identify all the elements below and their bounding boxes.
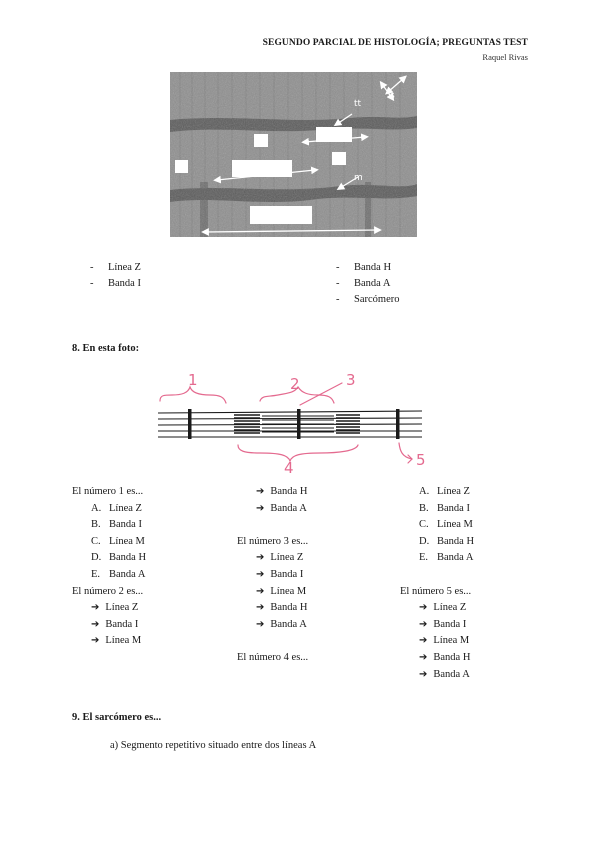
option-text: Banda H [433, 651, 471, 663]
option-text: Línea M [109, 535, 145, 547]
q7-option-label: Sarcómero [354, 294, 400, 305]
sketch-label-5: 5 [416, 451, 426, 469]
arrow-icon: ➔ [419, 602, 428, 614]
option-letter: D. [91, 552, 102, 564]
sarcomere-sketch [150, 365, 440, 475]
q8-prompt-4: El número 4 es... [237, 651, 309, 663]
answer-option[interactable] [256, 619, 308, 636]
answer-option[interactable] [419, 619, 474, 636]
answer-option[interactable] [256, 602, 308, 619]
q7-option [90, 262, 141, 278]
answer-option[interactable] [256, 486, 308, 503]
option-text: Línea Z [105, 602, 139, 614]
sketch-label-4: 4 [284, 459, 294, 475]
muscle-micrograph [170, 72, 417, 237]
option-letter: C. [91, 535, 101, 547]
option-text: Banda I [437, 502, 470, 514]
option-text: Banda I [105, 618, 139, 630]
option-text: Banda A [109, 568, 146, 580]
q7-option [90, 278, 141, 294]
q7-options-left [90, 262, 141, 294]
q9-option-a[interactable]: a) Segmento repetitivo situado entre dos líneas A [110, 740, 317, 751]
q7-option-label: Banda A [354, 278, 391, 289]
option-letter: D. [419, 535, 430, 547]
arrow-icon: ➔ [419, 668, 428, 680]
option-text: Banda H [437, 535, 475, 547]
arrow-icon: ➔ [256, 618, 265, 630]
option-text: Banda H [270, 602, 308, 614]
option-letter: A. [419, 486, 430, 497]
q8-prompt-5: El número 5 es... [400, 585, 472, 597]
answer-option[interactable] [419, 552, 474, 569]
option-text: Línea M [270, 585, 307, 597]
answer-option[interactable] [91, 536, 146, 553]
micro-label-m: m [354, 173, 363, 183]
option-text: Línea Z [109, 502, 142, 514]
arrow-icon: ➔ [256, 486, 265, 497]
answer-option[interactable] [91, 503, 146, 520]
q9-title: 9. El sarcómero es... [72, 712, 162, 723]
answer-option[interactable] [91, 569, 146, 586]
q8-prompt-1: El número 1 es... [72, 486, 144, 497]
answer-option[interactable] [256, 586, 308, 603]
q8-prompt-3: El número 3 es... [237, 535, 309, 547]
option-text: Banda A [270, 618, 307, 630]
q8-column-3 [400, 486, 474, 685]
option-text: Banda H [109, 552, 147, 564]
option-text: Banda A [433, 668, 470, 680]
arrow-icon: ➔ [256, 502, 265, 514]
dash-glyph: - [336, 262, 340, 273]
sketch-label-1: 1 [188, 371, 198, 389]
arrow-icon: ➔ [91, 618, 100, 630]
answer-option[interactable] [419, 519, 474, 536]
answer-option[interactable] [419, 635, 474, 652]
option-text: Línea M [105, 635, 142, 647]
answer-option[interactable] [419, 503, 474, 520]
answer-option[interactable] [256, 569, 308, 586]
q7-option [336, 278, 399, 294]
option-letter: C. [419, 519, 429, 531]
option-text: Banda H [270, 486, 308, 497]
arrow-icon: ➔ [419, 651, 428, 663]
option-letter: E. [419, 552, 429, 564]
answer-option[interactable] [419, 486, 474, 503]
q7-option-label: Banda H [354, 262, 392, 273]
q7-option-label: Línea Z [108, 262, 141, 273]
option-letter: A. [91, 502, 102, 514]
answer-option[interactable] [419, 602, 474, 619]
q7-options-right [336, 262, 399, 310]
arrow-icon: ➔ [419, 635, 428, 647]
option-text: Banda I [270, 568, 304, 580]
dash-glyph: - [90, 278, 94, 289]
sketch-label-3: 3 [346, 371, 356, 389]
arrow-icon: ➔ [256, 568, 265, 580]
q8-title: 8. En esta foto: [72, 343, 140, 354]
option-text: Línea M [433, 635, 470, 647]
option-text: Banda I [109, 519, 142, 531]
arrow-icon: ➔ [256, 602, 265, 614]
option-text: Línea Z [270, 552, 304, 564]
option-text: Banda A [270, 502, 307, 514]
answer-option[interactable] [91, 602, 146, 619]
option-text: Banda I [433, 618, 467, 630]
dash-glyph: - [90, 262, 94, 273]
option-letter: E. [91, 568, 101, 580]
answer-option[interactable] [91, 519, 146, 536]
option-text: Línea Z [433, 602, 467, 614]
micro-label-tt: tt [354, 99, 362, 109]
q7-option [336, 294, 399, 310]
arrow-icon: ➔ [419, 618, 428, 630]
q8-column-2 [237, 486, 308, 669]
option-letter: B. [91, 519, 101, 531]
answer-option[interactable] [256, 552, 308, 569]
answer-option[interactable] [256, 503, 308, 520]
arrow-icon: ➔ [256, 552, 265, 564]
answer-option[interactable] [419, 536, 474, 553]
document-title: SEGUNDO PARCIAL DE HISTOLOGÍA; PREGUNTAS TEST [262, 38, 528, 48]
answer-option[interactable] [419, 669, 474, 686]
sketch-label-2: 2 [290, 375, 300, 393]
arrow-icon: ➔ [91, 602, 100, 614]
arrow-icon: ➔ [91, 635, 100, 647]
option-text: Banda A [437, 552, 474, 564]
answer-option[interactable] [419, 652, 474, 669]
option-letter: B. [419, 502, 429, 514]
dash-glyph: - [336, 294, 340, 305]
answer-option[interactable] [91, 552, 146, 569]
arrow-icon: ➔ [256, 585, 265, 597]
q8-prompt-2: El número 2 es... [72, 585, 144, 597]
answer-option[interactable] [91, 619, 146, 636]
document-author: Raquel Rivas [482, 52, 528, 62]
q8-column-1 [72, 486, 146, 652]
answer-option[interactable] [91, 635, 146, 652]
dash-glyph: - [336, 278, 340, 289]
option-text: Línea M [437, 519, 473, 531]
option-text: Línea Z [437, 486, 470, 497]
q7-option [336, 262, 399, 278]
micro-label-s: s [390, 91, 395, 101]
q7-option-label: Banda I [108, 278, 141, 289]
